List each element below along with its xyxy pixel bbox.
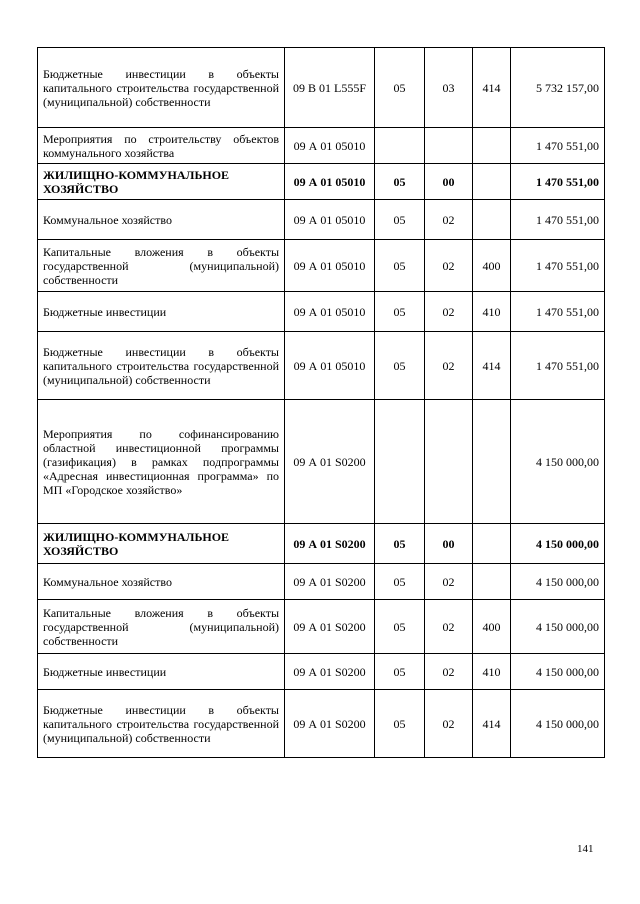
row-expense-kind: 400 xyxy=(473,240,511,292)
table-row xyxy=(38,48,605,128)
row-subsection: 02 xyxy=(425,200,473,240)
row-subsection: 00 xyxy=(425,164,473,200)
row-expense-kind xyxy=(473,564,511,600)
row-code: 09 А 01 05010 xyxy=(285,200,375,240)
row-code: 09 А 01 05010 xyxy=(285,128,375,164)
row-section: 05 xyxy=(375,600,425,654)
table-row xyxy=(38,654,605,690)
row-name: Бюджетные инвестиции в объекты капитального строительства государственной (муниципальной) собственности xyxy=(38,332,285,400)
row-code: 09 А 01 05010 xyxy=(285,292,375,332)
table-row xyxy=(38,332,605,400)
row-expense-kind: 414 xyxy=(473,690,511,758)
row-name: ЖИЛИЩНО-КОММУНАЛЬНОЕ ХОЗЯЙСТВО xyxy=(38,524,285,564)
table-row xyxy=(38,292,605,332)
table-row xyxy=(38,200,605,240)
row-name: Бюджетные инвестиции xyxy=(38,654,285,690)
row-code: 09 А 01 S0200 xyxy=(285,654,375,690)
row-code: 09 А 01 S0200 xyxy=(285,564,375,600)
row-expense-kind: 414 xyxy=(473,332,511,400)
row-section: 05 xyxy=(375,164,425,200)
row-subsection: 02 xyxy=(425,292,473,332)
row-sum: 1 470 551,00 xyxy=(511,164,605,200)
row-code: 09 А 01 S0200 xyxy=(285,600,375,654)
row-sum: 5 732 157,00 xyxy=(511,48,605,128)
row-section xyxy=(375,400,425,524)
row-subsection xyxy=(425,400,473,524)
row-name: Коммунальное хозяйство xyxy=(38,200,285,240)
row-code: 09 А 01 S0200 xyxy=(285,524,375,564)
row-expense-kind xyxy=(473,128,511,164)
row-section xyxy=(375,128,425,164)
row-expense-kind: 410 xyxy=(473,292,511,332)
row-code: 09 А 01 05010 xyxy=(285,164,375,200)
row-name: Мероприятия по строительству объектов коммунального хозяйства xyxy=(38,128,285,164)
row-subsection: 03 xyxy=(425,48,473,128)
row-expense-kind: 410 xyxy=(473,654,511,690)
row-sum: 4 150 000,00 xyxy=(511,690,605,758)
table-row xyxy=(38,600,605,654)
row-expense-kind xyxy=(473,200,511,240)
row-code: 09 В 01 L555F xyxy=(285,48,375,128)
row-section: 05 xyxy=(375,292,425,332)
table-row xyxy=(38,400,605,524)
row-name: ЖИЛИЩНО-КОММУНАЛЬНОЕ ХОЗЯЙСТВО xyxy=(38,164,285,200)
row-name: Бюджетные инвестиции xyxy=(38,292,285,332)
budget-table xyxy=(37,47,605,758)
row-section: 05 xyxy=(375,654,425,690)
row-name: Коммунальное хозяйство xyxy=(38,564,285,600)
row-subsection: 00 xyxy=(425,524,473,564)
row-sum: 1 470 551,00 xyxy=(511,332,605,400)
table-row xyxy=(38,128,605,164)
row-subsection: 02 xyxy=(425,600,473,654)
row-subsection: 02 xyxy=(425,332,473,400)
row-expense-kind xyxy=(473,524,511,564)
row-expense-kind xyxy=(473,400,511,524)
row-sum: 4 150 000,00 xyxy=(511,564,605,600)
table-row-section-total xyxy=(38,164,605,200)
row-sum: 4 150 000,00 xyxy=(511,600,605,654)
row-sum: 1 470 551,00 xyxy=(511,240,605,292)
row-subsection: 02 xyxy=(425,654,473,690)
row-name: Капитальные вложения в объекты государственной (муниципальной) собственности xyxy=(38,600,285,654)
row-sum: 4 150 000,00 xyxy=(511,400,605,524)
row-sum: 1 470 551,00 xyxy=(511,128,605,164)
row-sum: 1 470 551,00 xyxy=(511,292,605,332)
page-number: 141 xyxy=(577,843,594,855)
row-subsection: 02 xyxy=(425,240,473,292)
table-row xyxy=(38,564,605,600)
row-name: Мероприятия по софинансированию областной инвестиционной программы (газификация) в рамках подпрограммы «Адресная инвестиционная программа» по МП «Городское хозяйство» xyxy=(38,400,285,524)
row-section: 05 xyxy=(375,332,425,400)
row-expense-kind xyxy=(473,164,511,200)
row-sum: 1 470 551,00 xyxy=(511,200,605,240)
row-name: Капитальные вложения в объекты государственной (муниципальной) собственности xyxy=(38,240,285,292)
row-code: 09 А 01 S0200 xyxy=(285,400,375,524)
row-name: Бюджетные инвестиции в объекты капитального строительства государственной (муниципальной) собственности xyxy=(38,690,285,758)
row-section: 05 xyxy=(375,564,425,600)
row-section: 05 xyxy=(375,240,425,292)
budget-table-body xyxy=(38,48,605,758)
row-name: Бюджетные инвестиции в объекты капитального строительства государственной (муниципальной) собственности xyxy=(38,48,285,128)
row-code: 09 А 01 S0200 xyxy=(285,690,375,758)
row-expense-kind: 400 xyxy=(473,600,511,654)
row-sum: 4 150 000,00 xyxy=(511,524,605,564)
row-subsection xyxy=(425,128,473,164)
table-row xyxy=(38,690,605,758)
table-row-section-total xyxy=(38,524,605,564)
row-section: 05 xyxy=(375,690,425,758)
table-row xyxy=(38,240,605,292)
row-section: 05 xyxy=(375,524,425,564)
row-subsection: 02 xyxy=(425,690,473,758)
row-section: 05 xyxy=(375,48,425,128)
row-expense-kind: 414 xyxy=(473,48,511,128)
row-sum: 4 150 000,00 xyxy=(511,654,605,690)
row-code: 09 А 01 05010 xyxy=(285,332,375,400)
row-code: 09 А 01 05010 xyxy=(285,240,375,292)
row-subsection: 02 xyxy=(425,564,473,600)
row-section: 05 xyxy=(375,200,425,240)
